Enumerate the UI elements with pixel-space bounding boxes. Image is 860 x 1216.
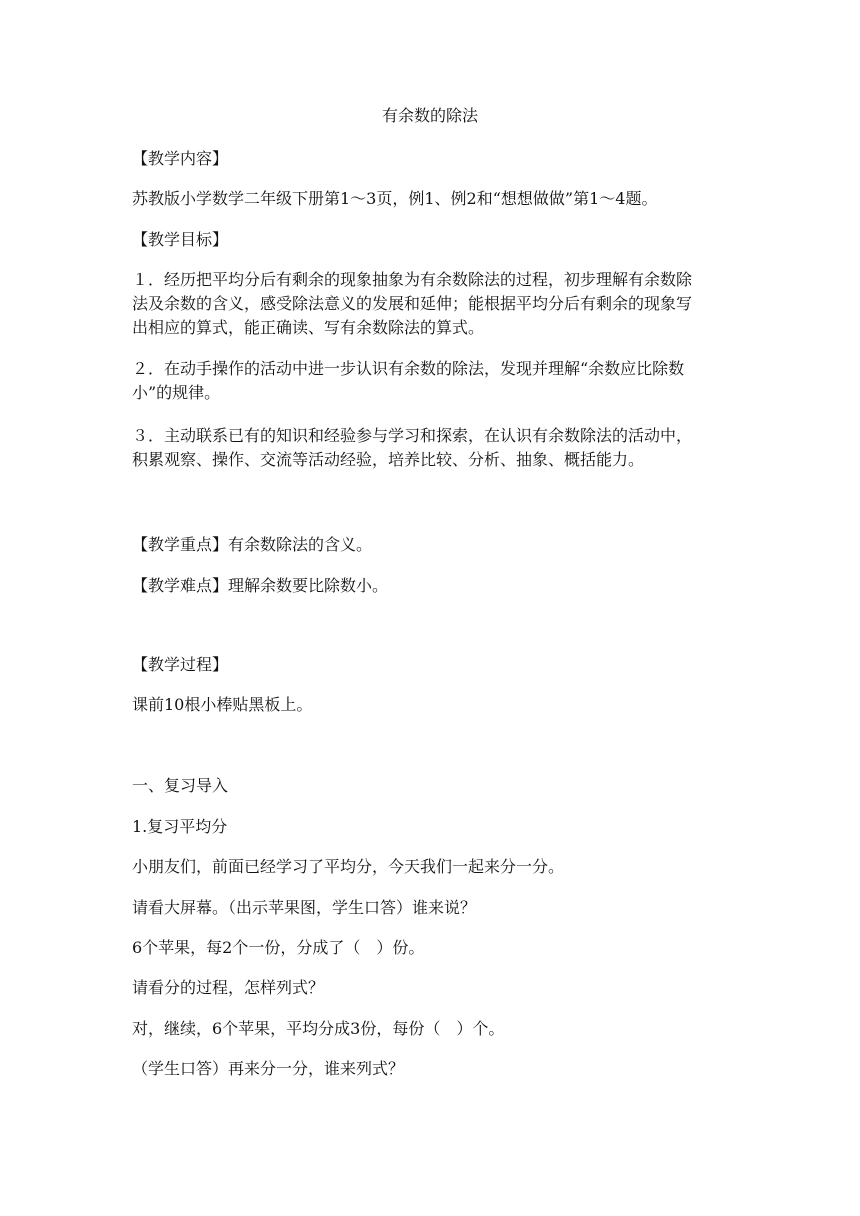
goal-3: [132, 424, 732, 472]
goal-2-line-2: 小”的规律。: [132, 383, 221, 402]
goal-1-line-2: 法及余数的含义，感受除法意义的发展和延伸；能根据平均分后有剩余的现象写: [132, 294, 693, 313]
sub-heading-1: 1.复习平均分: [132, 817, 228, 836]
paragraph-6: （学生口答）再来分一分，谁来列式？: [132, 1059, 405, 1078]
content-text: 苏教版小学数学二年级下册第1～3页，例1、例2和“想想做做”第1～4题。: [132, 189, 658, 208]
goal-2: [132, 357, 732, 405]
paragraph-4: 请看分的过程，怎样列式？: [132, 978, 325, 997]
paragraph-5: 对，继续，6个苹果，平均分成3份，每份（ ）个。: [132, 1019, 505, 1038]
content-heading: 【教学内容】: [132, 149, 229, 168]
goal-1: [132, 268, 732, 340]
section-1-heading: 一、复习导入: [132, 776, 229, 795]
paragraph-1: 小朋友们，前面已经学习了平均分，今天我们一起来分一分。: [132, 857, 565, 876]
goals-heading: 【教学目标】: [132, 230, 229, 249]
paragraph-2: 请看大屏幕。（出示苹果图，学生口答）谁来说？: [132, 898, 477, 917]
key-point: 【教学重点】有余数除法的含义。: [132, 535, 373, 554]
goal-2-line-1: ２．在动手操作的活动中进一步认识有余数的除法，发现并理解“余数应比除数: [132, 359, 685, 378]
difficulty: 【教学难点】理解余数要比除数小。: [132, 576, 389, 595]
process-heading: 【教学过程】: [132, 655, 229, 674]
process-intro: 课前10根小棒贴黑板上。: [132, 695, 313, 714]
page-title: 有余数的除法: [381, 106, 478, 125]
goal-1-line-1: １．经历把平均分后有剩余的现象抽象为有余数除法的过程，初步理解有余数除: [132, 270, 693, 289]
paragraph-3: 6个苹果，每2个一份，分成了（ ）份。: [132, 938, 425, 957]
goal-1-line-3: 出相应的算式，能正确读、写有余数除法的算式。: [132, 318, 485, 337]
goal-3-line-1: ３．主动联系已有的知识和经验参与学习和探索，在认识有余数除法的活动中，: [132, 426, 693, 445]
goal-3-line-2: 积累观察、操作、交流等活动经验，培养比较、分析、抽象、概括能力。: [132, 450, 645, 469]
